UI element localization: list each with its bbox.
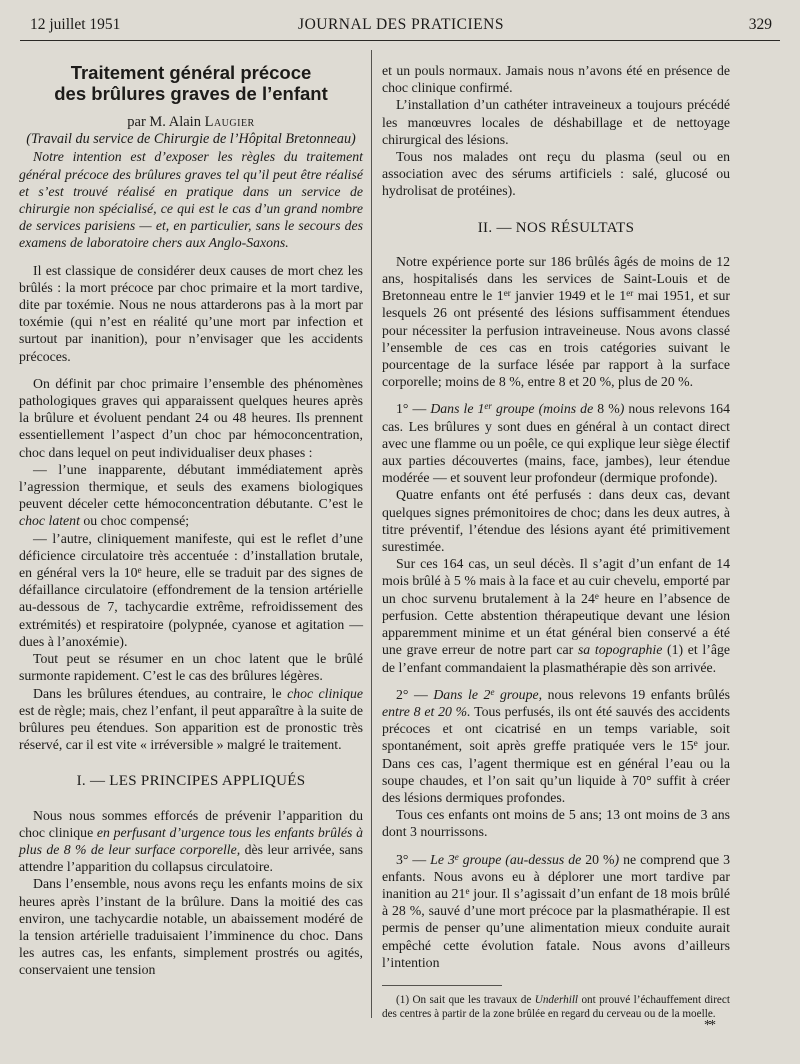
superscript: e — [490, 686, 495, 697]
left-column — [19, 56, 363, 979]
superscript: e — [454, 851, 459, 862]
column-rule — [371, 50, 372, 1018]
author-surname: Laugier — [204, 114, 255, 130]
paragraph: On définit par choc primaire l’ensemble des phénomènes pathologiques graves qui apparaissent quelques heures après la brûlure et évoluent pendant 24 ou 48 heures. Ils prennent essentiellement l’aspect d’un choc par hémoconcentration, choc dans lequel on peut individualiser deux phases : — [19, 375, 363, 460]
superscript: e — [465, 885, 470, 896]
text-run: heure, elle se traduit par des signes de défaillance circulatoire (effondrement de la tension artérielle au-dessous de 7, tachycardie extrême, refroidissement des extrémités) et respiratoire (polypnée, cyanose et agitation — dues à l’anoxémie). — [19, 565, 363, 649]
text-run: Nous nous sommes efforcés de prévenir l’apparition du choc clinique — [19, 807, 363, 840]
text-run: dès leur arrivée, sans attendre l’apparition du collapsus circulatoire. — [19, 841, 363, 875]
text-run-italic: sa topographie — [577, 642, 663, 658]
paragraph — [382, 555, 730, 675]
text-run-italic: Le 3 — [430, 851, 455, 867]
page-number: 329 — [748, 16, 772, 33]
superscript: er — [503, 288, 511, 299]
text-run-italic: groupe (au-dessus de — [458, 851, 582, 867]
text-run: Tous perfusés, ils ont été sauvés des accidents précoces et ont cicatrisé en un temps variable, soit spontanément, soit après greffe pratiquée vers le 15 — [382, 703, 730, 754]
author-prefix: par M. Alain — [127, 114, 205, 130]
author-byline — [19, 114, 363, 131]
journal-name: JOURNAL DES PRATICIENS — [298, 16, 504, 33]
paragraph — [382, 851, 730, 971]
page-header — [30, 16, 772, 38]
article-title — [19, 62, 363, 104]
text-run: 3° — — [396, 851, 431, 867]
text-run: heure en l’absence de perfusion. Cette abstention thérapeutique devant une lésion apparemment minime et un état général bien conservé a été une grave erreur de notre part car — [382, 590, 730, 658]
paragraph — [382, 400, 730, 486]
text-run: Dans les brûlures étendues, au contraire, le — [33, 685, 288, 701]
paragraph — [19, 461, 363, 530]
footnote — [382, 994, 730, 1022]
text-run: 8 % — [593, 401, 620, 417]
paragraph: Tout peut se résumer en un choc latent que le brûlé surmonte rapidement. C’est le cas des brûlures légères. — [19, 651, 363, 684]
text-run: (1) On sait que les travaux de — [396, 993, 535, 1006]
text-run-italic: groupe, — [494, 686, 543, 702]
text-run: janvier 1949 et le 1 — [510, 288, 627, 304]
issue-date: 12 juillet 1951 — [30, 16, 121, 33]
text-run: 20 % — [581, 851, 615, 867]
text-run: est de règle; mais, chez l’enfant, il peut apparaître à la suite de brûlures peu étendues. Son apparition est de pronostic très réservé, car il est vite « irréversible » malgré le traitement. — [19, 702, 363, 753]
footnote-rule — [382, 985, 502, 986]
paragraph: Tous nos malades ont reçu du plasma (seul ou en association avec des sérums artificiels : salé, glucosé ou hydrolisat de protéines). — [382, 149, 730, 199]
text-run-italic: Dans le 1 — [430, 401, 485, 417]
superscript: e — [137, 565, 142, 576]
text-run: Sur ces 164 cas, un seul décès. Il s’agit d’un enfant de 14 mois brûlé à 5 % mais à la face et au cuir chevelu, emporté par un choc survenu brutalement à la 24 — [382, 556, 730, 606]
paragraph: et un pouls normaux. Jamais nous n’avons été en présence de choc clinique confirmé. — [382, 63, 730, 96]
paragraph — [382, 686, 730, 806]
text-run-italic: choc latent — [19, 513, 80, 529]
text-run: ou choc compensé; — [79, 513, 190, 529]
text-run-italic: entre 8 et 20 %. — [382, 703, 471, 719]
header-rule — [20, 40, 780, 41]
text-run-italic: groupe (moins de — [491, 401, 594, 417]
paragraph: Quatre enfants ont été perfusés : dans deux cas, devant quelques signes prémonitoires de choc; dans les deux autres, à titre préventif, l’étendue des lésions ayant été primitivement surestimée. — [382, 487, 730, 555]
paragraph — [19, 685, 363, 754]
text-run: — l’une inapparente, débutant immédiatement après l’agression thermique, et seuls des examens biologiques peuvent déceler cette hémoconcentration débutante. C’est le — [19, 461, 363, 512]
paragraph — [19, 530, 363, 650]
text-run: jour. Il s’agissait d’un enfant de 18 mois brûlé à 28 %, sauvé d’une mort précoce par la plasmathérapie. Il est permis de penser qu’une alimentation mieux conduite aurait empêché cette évolution fatale. Nous avons d’ailleurs l’intention — [382, 885, 730, 970]
right-column — [382, 62, 730, 1022]
text-run: nous relevons 19 enfants brûlés — [542, 686, 730, 702]
text-run: nous relevons 164 cas. Les brûlures y sont dues en général à un contact direct avec une flamme ou un poêle, ce qui explique leur siège électif aux parties découvertes (mains, face, jambes), leur étendue modérée — et souvent leur profondeur (dermique profonde). — [382, 401, 730, 486]
paragraph: Tous ces enfants ont moins de 5 ans; 13 ont moins de 3 ans dont 3 nourrissons. — [382, 807, 730, 840]
text-run: ne comprend que 3 enfants. Nous avons eu à déplorer une mort tardive par inanition au 21 — [382, 851, 730, 901]
text-run: 1° — — [396, 401, 431, 417]
paragraph — [19, 807, 363, 876]
text-run-italic: Underhill — [534, 993, 579, 1006]
article-title-line2: des brûlures graves de l’enfant — [54, 83, 328, 104]
abstract: Notre intention est d’exposer les règles du traitement général précoce des brûlures graves tel qu’il peut être réalisé et s’est trouvé réalisé en pratique dans un service de chirurgie non spécialisé, ce qui est le cas d’un grand nombre de services parisiens — et, en particulier, sans le secours des examens de laboratoire chers aux Anglo-Saxons. — [19, 149, 363, 251]
superscript: e — [594, 590, 599, 601]
section-heading: II. — NOS RÉSULTATS — [477, 219, 635, 236]
article-title-line1: Traitement général précoce — [70, 62, 312, 83]
text-run: Notre expérience porte sur 186 brûlés âgés de moins de 12 ans, hospitalisés dans les services de Saint-Louis et de Bretonneau entre le 1 — [382, 253, 730, 304]
text-run-italic: Dans le 2 — [433, 686, 491, 702]
text-run-italic: choc clinique — [287, 685, 363, 701]
paragraph: L’installation d’un cathéter intraveineux a toujours précédé les manœuvres locales de déshabillage et de nettoyage chirurgical des lésions. — [382, 97, 730, 147]
text-run: ont prouvé l’échauffement direct des centres à partir de la zone brûlée en regard du cerveau ou de la moelle. — [382, 993, 730, 1020]
section-heading: I. — LES PRINCIPES APPLIQUÉS — [76, 773, 306, 790]
paragraph — [382, 253, 730, 391]
superscript: er — [626, 288, 634, 299]
text-run: 2° — — [396, 686, 434, 702]
superscript: er — [484, 401, 492, 412]
end-mark: ** — [704, 1018, 714, 1033]
text-run: mai 1951, et sur lesquels 26 ont présenté des lésions suffisamment étendues pour nécessiter la perfusion intraveineuse. Nous avons classé l’ensemble de ces cas en trois catégories suivant le pourcentage de la surface lésée par rapport à la surface corporelle; moins de 8 %, entre 8 et 20 %, plus de 20 %. — [382, 288, 730, 390]
text-run: (1) et l’âge de l’enfant commandaient la plasmathérapie dès son arrivée. — [382, 642, 731, 675]
affiliation: (Travail du service de Chirurgie de l’Hôpital Bretonneau) — [26, 131, 356, 148]
text-run-italic: ) — [619, 401, 625, 417]
text-run-italic: en perfusant d’urgence tous les enfants brûlés à plus de 8 % de leur surface corporelle, — [19, 824, 363, 857]
text-run-italic: ) — [614, 851, 620, 867]
paragraph: Dans l’ensemble, nous avons reçu les enfants moins de six heures après l’instant de la brûlure. Dans la moitié des cas environ, une tachycardie notable, un abaissement modéré de la tension artérielle traduisaient l’imminence du choc. Dans les autres cas, les enfants, simplement prostrés ou agités, conservaient une tension — [19, 876, 363, 978]
text-run: jour. Dans ces cas, l’agent thermique est en général l’eau ou la soupe chaudes, et l’on sait qu’un liquide à 70° suffit à créer des lésions dermiques profondes. — [382, 738, 731, 805]
superscript: e — [693, 738, 698, 749]
text-run: — l’autre, cliniquement manifeste, qui est le reflet d’une déficience circulatoire très accentuée : d’installation brutale, en général vers la 10 — [19, 530, 363, 581]
paragraph: Il est classique de considérer deux causes de mort chez les brûlés : la mort précoce par choc primaire et la mort tardive, dite par toxémie. Nous ne nous attarderons pas à la mort par toxémie (qui n’est en réalité qu’une mort par infection et surtout par inanition), pour n’envisager que les accidents précoces. — [19, 262, 363, 364]
